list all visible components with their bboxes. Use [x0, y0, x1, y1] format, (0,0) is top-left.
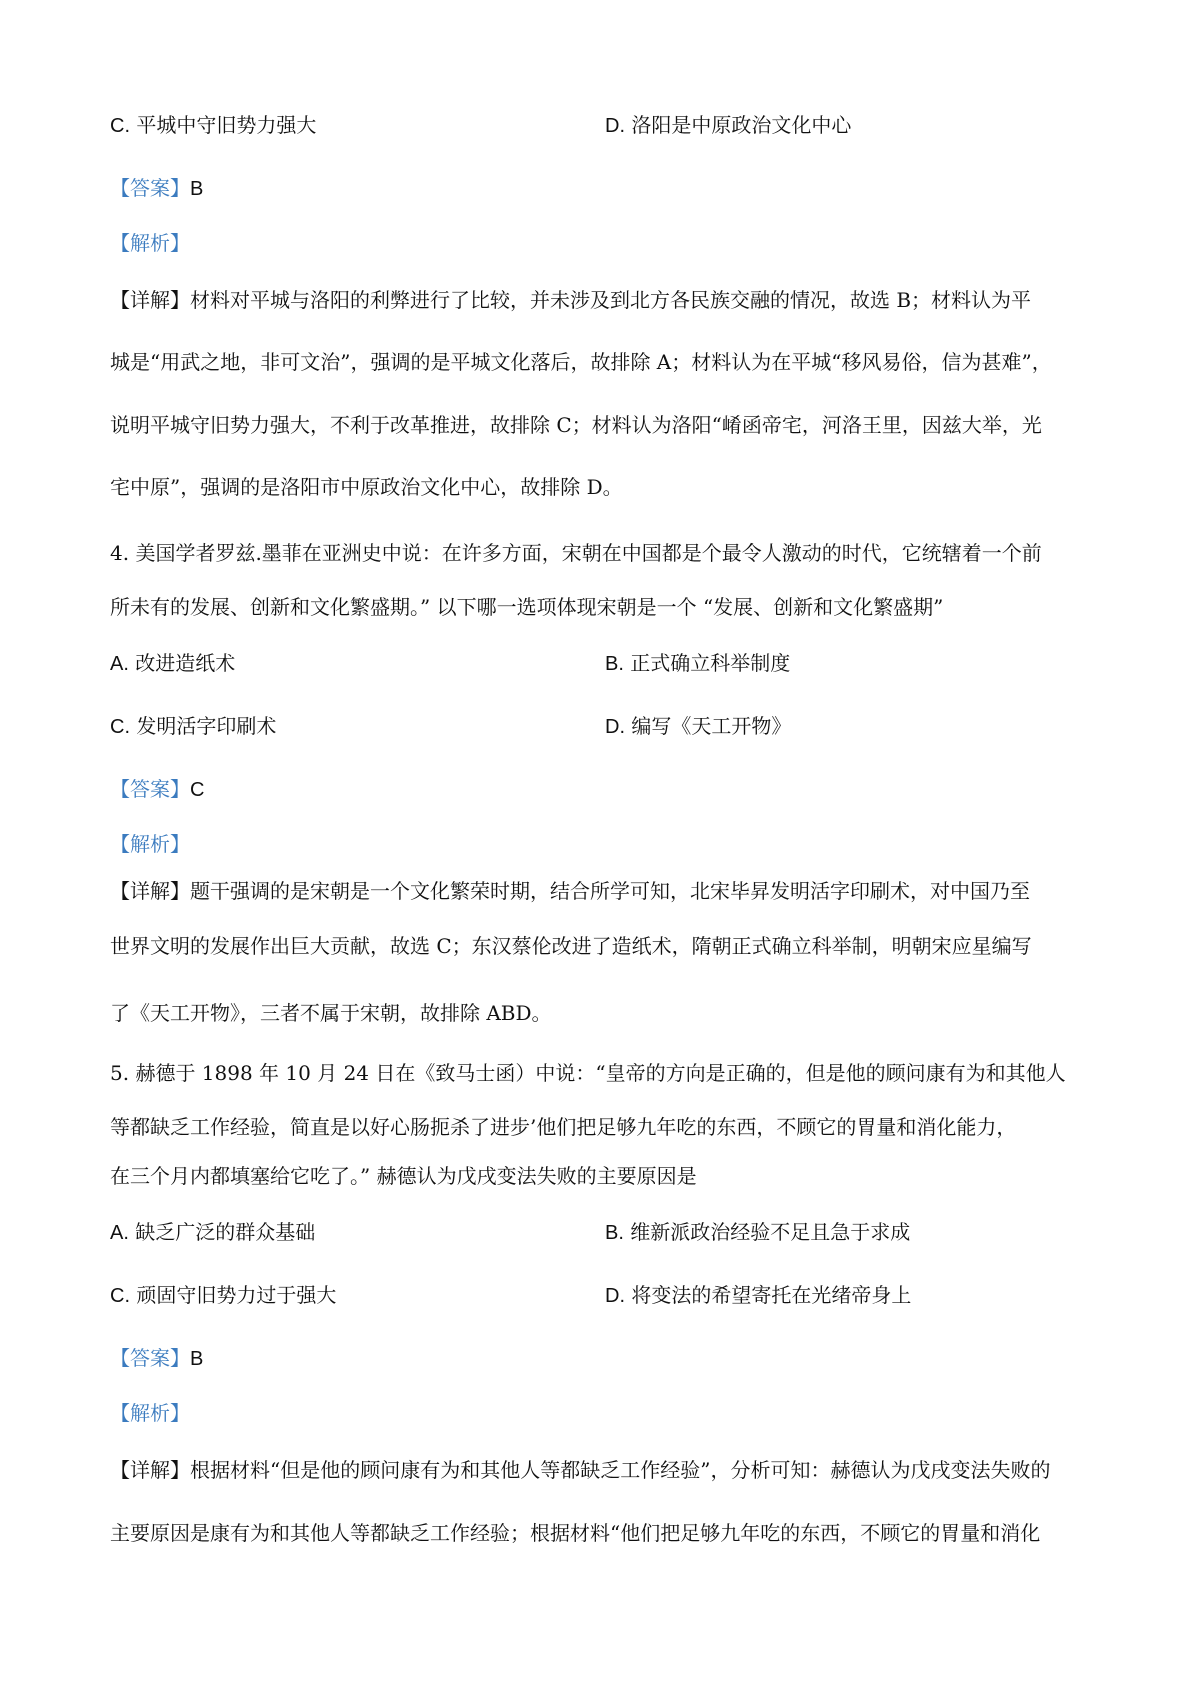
option-text: 正式确立科举制度 — [630, 651, 791, 675]
q5-stem-line-1: 5. 赫德于 1898 年 10 月 24 日在《致马士函）中说：“皇帝的方向是正确的，但是他的顾问康有为和其他人 — [110, 1061, 1066, 1085]
option-text: 洛阳是中原政治文化中心 — [631, 113, 852, 137]
q3-analysis-tag: 【解析】 — [110, 231, 190, 255]
detail-tag: 【详解】 — [110, 1458, 190, 1482]
q5-stem-line-2: 等都缺乏工作经验，简直是以好心肠扼杀了进步’他们把足够九年吃的东西，不顾它的胃量和消化能力， — [110, 1115, 1017, 1139]
q5-option-d — [605, 1285, 911, 1306]
q4-option-b — [605, 653, 790, 674]
q4-detail-line-2: 世界文明的发展作出巨大贡献，故选 C；东汉蔡伦改进了造纸术，隋朝正式确立科举制，明朝宋应星编写 — [110, 934, 1032, 958]
q5-analysis-tag: 【解析】 — [110, 1401, 190, 1425]
option-text: 顽固守旧势力过于强大 — [136, 1283, 337, 1307]
answer-value: B — [190, 178, 204, 200]
q3-detail-line-3: 说明平城守旧势力强大，不利于改革推进，故排除 C；材料认为洛阳“崤函帝宅，河洛王里，因兹大举，光 — [110, 413, 1042, 437]
q5-option-b — [605, 1222, 910, 1243]
q4-analysis-tag: 【解析】 — [110, 832, 190, 856]
q4-detail-line-1 — [110, 881, 1030, 901]
option-text: 平城中守旧势力强大 — [136, 113, 317, 137]
q4-option-d — [605, 716, 791, 737]
answer-tag: 【答案】 — [110, 777, 190, 801]
option-text: 维新派政治经验不足且急于求成 — [630, 1220, 911, 1244]
q3-option-c — [110, 115, 316, 136]
detail-text: 题干强调的是宋朝是一个文化繁荣时期，结合所学可知，北宋毕昇发明活字印刷术，对中国乃至 — [190, 879, 1030, 903]
option-letter: D. — [605, 115, 625, 137]
q3-option-d — [605, 115, 851, 136]
q5-answer — [110, 1348, 203, 1369]
option-letter: D. — [605, 716, 625, 738]
detail-text: 材料对平城与洛阳的利弊进行了比较，并未涉及到北方各民族交融的情况，故选 B；材料认为平 — [190, 288, 1032, 312]
q5-detail-line-1 — [110, 1460, 1050, 1480]
q5-detail-line-2: 主要原因是康有为和其他人等都缺乏工作经验；根据材料“他们把足够九年吃的东西，不顾它的胃量和消化 — [110, 1521, 1041, 1545]
q4-option-a — [110, 653, 235, 674]
detail-tag: 【详解】 — [110, 879, 190, 903]
q4-stem-line-1: 4. 美国学者罗兹.墨菲在亚洲史中说：在许多方面，宋朝在中国都是个最令人激动的时代，它统辖着一个前 — [110, 541, 1042, 565]
option-letter: C. — [110, 115, 130, 137]
q5-option-c — [110, 1285, 336, 1306]
option-letter: D. — [605, 1285, 625, 1307]
q4-option-c — [110, 716, 276, 737]
q3-detail-line-2: 城是“用武之地，非可文治”，强调的是平城文化落后，故排除 A；材料认为在平城“移风易俗，信为甚难”， — [110, 350, 1052, 374]
q3-detail-line-4: 宅中原”，强调的是洛阳市中原政治文化中心，故排除 D。 — [110, 475, 623, 499]
option-letter: C. — [110, 716, 130, 738]
q5-stem-line-3: 在三个月内都填塞给它吃了。” 赫德认为戊戌变法失败的主要原因是 — [110, 1164, 697, 1188]
answer-tag: 【答案】 — [110, 176, 190, 200]
option-letter: B. — [605, 1222, 624, 1244]
q5-option-a — [110, 1222, 315, 1243]
option-text: 编写《天工开物》 — [631, 714, 792, 738]
answer-tag: 【答案】 — [110, 1346, 190, 1370]
option-text: 改进造纸术 — [135, 651, 236, 675]
detail-text: 根据材料“但是他的顾问康有为和其他人等都缺乏工作经验”，分析可知：赫德认为戊戌变法失败的 — [190, 1458, 1051, 1482]
option-text: 发明活字印刷术 — [136, 714, 277, 738]
q4-answer — [110, 779, 204, 800]
option-text: 缺乏广泛的群众基础 — [135, 1220, 316, 1244]
answer-value: C — [190, 779, 205, 801]
option-text: 将变法的希望寄托在光绪帝身上 — [631, 1283, 912, 1307]
option-letter: A. — [110, 653, 129, 675]
detail-tag: 【详解】 — [110, 288, 190, 312]
option-letter: C. — [110, 1285, 130, 1307]
option-letter: A. — [110, 1222, 129, 1244]
q3-answer — [110, 178, 203, 199]
q4-stem-line-2: 所未有的发展、创新和文化繁盛期。” 以下哪一选项体现宋朝是一个 “发展、创新和文化繁盛期” — [110, 595, 944, 619]
option-letter: B. — [605, 653, 624, 675]
q4-detail-line-3: 了《天工开物》，三者不属于宋朝，故排除 ABD。 — [110, 1001, 552, 1025]
q3-detail-line-1 — [110, 290, 1031, 310]
answer-value: B — [190, 1348, 204, 1370]
